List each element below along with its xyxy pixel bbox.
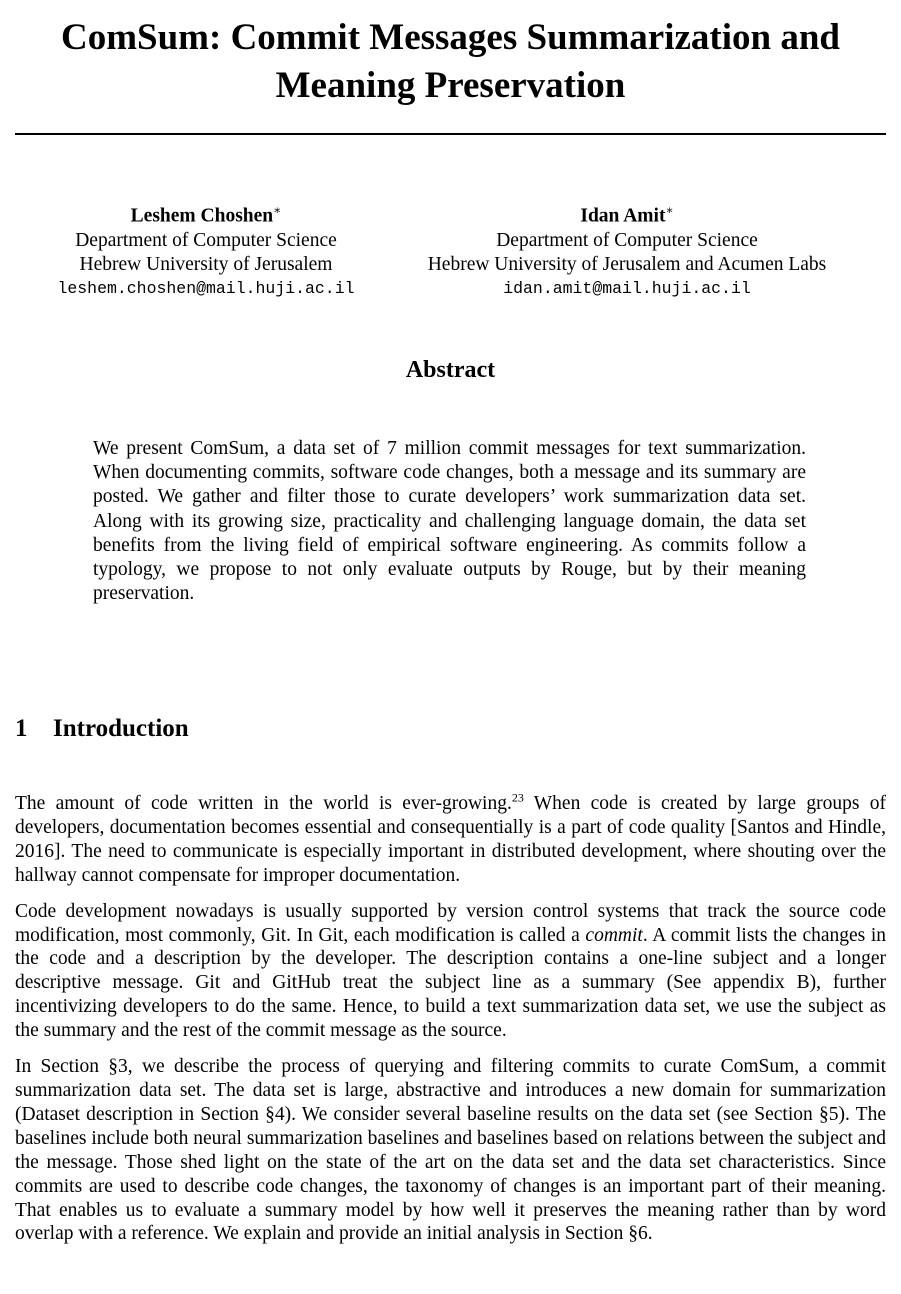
- emphasis-commit: commit: [585, 924, 643, 946]
- author-department: Department of Computer Science: [75, 229, 337, 251]
- footnote-mark: 23: [511, 790, 524, 805]
- author-footnote-mark: ∗: [273, 203, 282, 217]
- introduction-body: [15, 792, 886, 1258]
- paragraph-3: In Section §3, we describe the process of querying and filtering commits to curate ComSum, a commit summarization data set. The data set is large, abstractive and introduces a new domain for summarization (Dataset description in Section §4). We consider several baseline results on the data set (see Section §5). The baselines include both neural summarization baselines and baselines based on relations between the subject and the message. Those shed light on the state of the art on the data set and the data set characteristics. Since commits are used to describe code changes, the taxonomy of changes is an important part of their meaning. That enables us to evaluate a summary model by how well it preserves the meaning rather than by word overlap with a reference. We explain and provide an initial analysis in Section §6.: [15, 1056, 886, 1245]
- paper-title: [0, 14, 901, 110]
- author-affiliation: Hebrew University of Jerusalem and Acumen Labs: [427, 253, 827, 275]
- title-line-1: ComSum: Commit Messages Summarization and: [60, 17, 841, 58]
- abstract-text: We present ComSum, a data set of 7 million commit messages for text summarization. When documenting commits, software code changes, both a message and its summary are posted. We gather and filter those to curate developers’ work summarization data set. Along with its growing size, practicality and challenging language domain, the data set benefits from the living field of empirical software engineering. As commits follow a typology, we propose to not only evaluate outputs by Rouge, but by their meaning preservation.: [93, 438, 806, 605]
- paragraph-1: The amount of code written in the world is ever-growing.$^{23}$ When code is created by large groups of developers, documentation becomes essential and consequentially is a part of code quality [Santos and Hindle, 2016]. The need to communicate is especially important in distributed development, where shouting over the hallway cannot compensate for improper documentation.: [15, 790, 886, 886]
- author-email: leshem.choshen@mail.huji.ac.il: [57, 278, 355, 298]
- title-line-2: Meaning Preservation: [275, 65, 626, 106]
- author-department: Department of Computer Science: [496, 229, 758, 251]
- author-block-2: [392, 198, 862, 301]
- author-name: Leshem Choshen∗: [130, 203, 282, 227]
- section-title: Introduction: [53, 715, 189, 742]
- paragraph-2: Code development nowadays is usually supported by version control systems that track the source code modification, most commonly, Git. In Git, each modification is called a commit. A commit lists the changes in the code and a description by the developer. The description contains a one-line subject and a longer descriptive message. Git and GitHub treat the subject line as a summary (See appendix B), further incentivizing developers to do the same. Hence, to build a text summarization data set, we use the subject as the summary and the rest of the commit message as the source.: [15, 900, 887, 1042]
- author-footnote-mark: ∗: [665, 203, 674, 217]
- section-number: 1: [15, 715, 28, 742]
- author-email: idan.amit@mail.huji.ac.il: [503, 278, 751, 298]
- author-affiliation: Hebrew University of Jerusalem: [79, 253, 333, 275]
- author-name: Idan Amit∗: [580, 203, 674, 227]
- title-rule: [15, 133, 886, 135]
- author-block-1: [20, 198, 392, 301]
- abstract-heading: Abstract: [405, 357, 496, 383]
- section-heading-introduction: [15, 713, 189, 745]
